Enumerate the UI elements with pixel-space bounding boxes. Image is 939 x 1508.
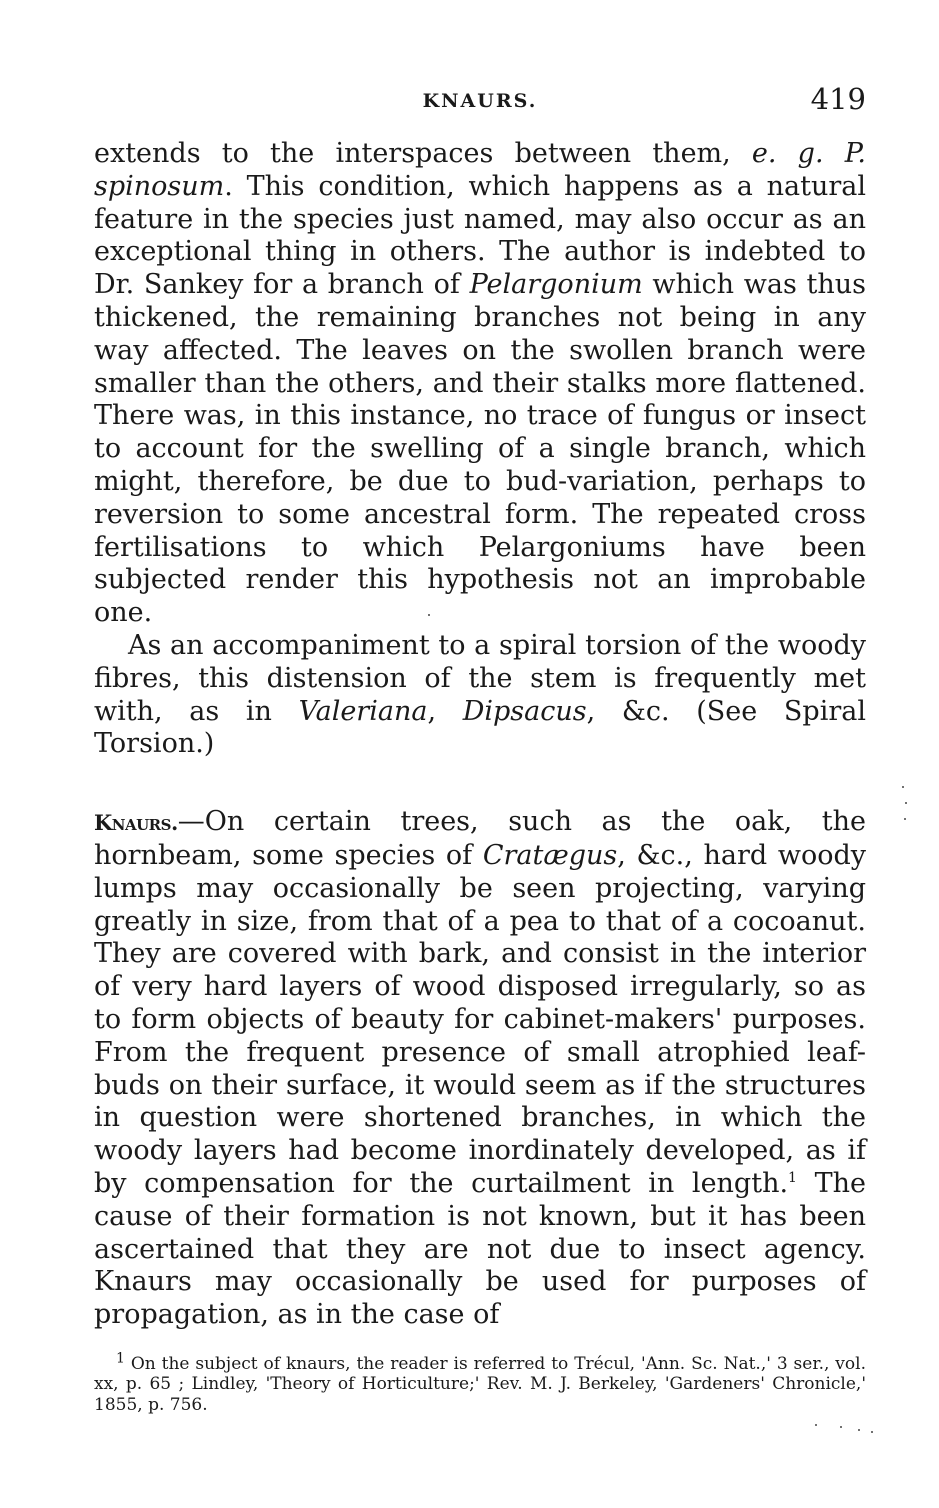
paragraph-text: As an accompaniment to a spiral torsion of the woody fibres, this distension of the stem is frequently met with, as in	[94, 629, 866, 727]
paragraph-text: , &c. (See Spiral Torsion.)	[94, 695, 866, 760]
paragraph-text: . This condition, which happens as a natural feature in the species just named, may also occur as an exceptional thing in others. The author is indebted to Dr. Sankey for a branch of	[94, 170, 866, 301]
paragraph-spiral-torsion	[94, 630, 866, 761]
paragraph-knaurs	[94, 806, 866, 1332]
paragraph-pelargonium	[94, 138, 866, 630]
italic-species-name: e. g. P. spinosum	[94, 138, 866, 202]
italic-genus-name: Cratægus	[482, 839, 618, 871]
paragraph-text: extends to the interspaces between them,	[94, 138, 752, 169]
print-speck	[904, 818, 906, 820]
footnote-body: On the subject of knaurs, the reader is referred to Trécul, 'Ann. Sc. Nat.,' 3 ser., vol. xx, p. 65 ; Lindley, 'Theory of Horticulture;' Rev. M. J. Berkeley, 'Gardeners' Chronicle,' 1855, p. 756.	[94, 1353, 866, 1415]
print-speck	[871, 1431, 873, 1433]
paragraph-text: —On certain trees, such as the oak, the hornbeam, some species of	[94, 806, 866, 871]
print-speck	[840, 1426, 842, 1428]
print-speck	[815, 1424, 817, 1426]
print-speck	[905, 802, 907, 804]
print-speck	[858, 1429, 860, 1431]
italic-genus-name: Dipsacus	[462, 695, 587, 727]
body-text	[94, 138, 866, 1332]
footnote-text	[94, 1350, 866, 1416]
book-page	[94, 76, 866, 1415]
section-gap	[94, 761, 866, 806]
paragraph-text: ,	[427, 695, 463, 727]
italic-genus-name: Valeriana	[298, 695, 428, 727]
page-number: 419	[810, 82, 866, 116]
footnote	[94, 1350, 866, 1416]
paragraph-text: which was thus thickened, the remaining branches not being in any way affected. The leaves on the swollen branch were smaller than the others, and their stalks more flattened. There was, in this instance, no trace of fungus or insect to account for the swelling of a single branch, which might, therefore, be due to bud-variation, perhaps to reversion to some ancestral form. The repeated cross fertilisations to which Pelargoniums have been subjected render this hypothesis not an improbable one.	[94, 269, 866, 629]
paragraph-text: , &c., hard woody lumps may occasionally be seen projecting, varying greatly in size, from that of a pea to that of a cocoanut. They are covered with bark, and consist in the interior of very hard layers of wood disposed irregularly, so as to form objects of beauty for cabinet-makers' purposes. From the frequent presence of small atrophied leaf-buds on their surface, it would seem as if the structures in question were shortened branches, in which the woody layers had become inordinately developed, as if by compensation for the curtailment in length.	[94, 839, 866, 1199]
print-speck	[902, 786, 904, 788]
footnote-mark: 1	[116, 1350, 125, 1367]
running-title: KNAURS.	[422, 90, 538, 112]
print-speck	[428, 614, 430, 616]
footnote-reference: 1	[788, 1169, 797, 1186]
entry-heading: Knaurs.	[94, 810, 178, 836]
running-head	[94, 76, 866, 120]
italic-genus-name: Pelargonium	[469, 269, 643, 301]
paragraph-text: The cause of their formation is not known, but it has been ascertained that they are not due to insect agency. Knaurs may occasionally be used for purposes of propagation, as in the case of	[94, 1167, 866, 1331]
